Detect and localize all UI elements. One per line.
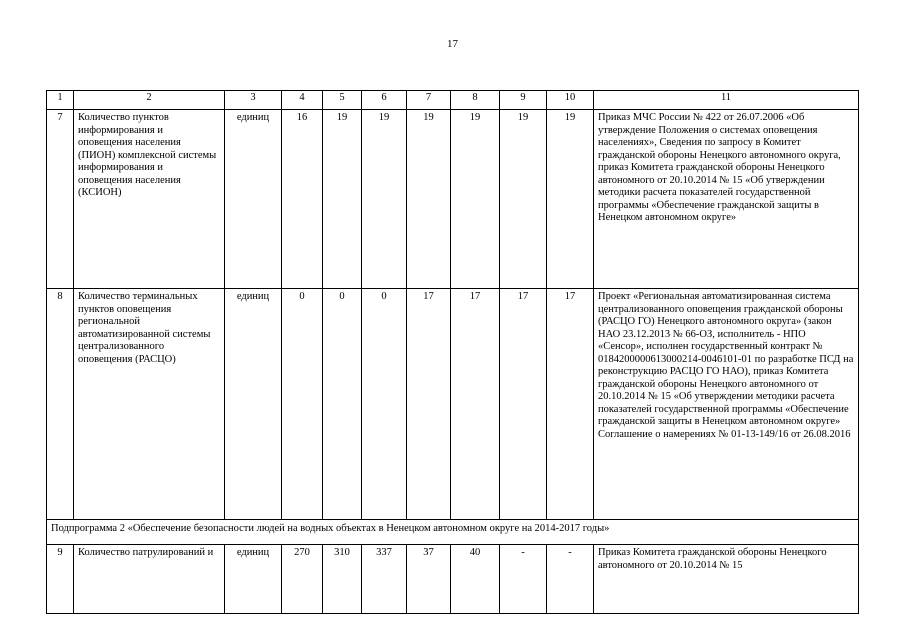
source-cell: Приказ МЧС России № 422 от 26.07.2006 «Об утверждение Положения о системах оповещения населениях», Сведения по запросу в Комитет гражданской обороны Ненецкого автономного округа, приказ Комитета гражданской обороны Ненецкого автономного от 20.10.2014 № 15 «Об утверждении методики расчета показателей государственной программы «Обеспечение гражданской защиты в Ненецком автономном округе»	[594, 110, 859, 289]
unit-cell: единиц	[225, 545, 282, 614]
indicator-name: Количество пунктов информирования и оповещения населения (ПИОН) комплексной системы информирования и оповещения населения (КСИОН)	[74, 110, 225, 289]
row-number: 8	[47, 289, 74, 520]
indicator-name: Количество терминальных пунктов оповещения региональной автоматизированной системы централизованного оповещения (РАСЦО)	[74, 289, 225, 520]
value-cell: 19	[547, 110, 594, 289]
header-cell: 1	[47, 91, 74, 110]
value-cell: 16	[282, 110, 323, 289]
header-cell: 8	[451, 91, 500, 110]
value-cell: 19	[407, 110, 451, 289]
value-cell: 19	[451, 110, 500, 289]
value-cell: 270	[282, 545, 323, 614]
subprogram-title: Подпрограмма 2 «Обеспечение безопасности людей на водных объектах в Ненецком автономном округе на 2014-2017 годы»	[47, 520, 859, 545]
value-cell: 19	[323, 110, 362, 289]
header-cell: 10	[547, 91, 594, 110]
table-row	[47, 289, 859, 520]
value-cell: 17	[407, 289, 451, 520]
value-cell: -	[500, 545, 547, 614]
value-cell: 19	[362, 110, 407, 289]
value-cell: 0	[282, 289, 323, 520]
page-number: 17	[447, 38, 458, 50]
source-cell: Приказ Комитета гражданской обороны Ненецкого автономного от 20.10.2014 № 15	[594, 545, 859, 614]
value-cell: 0	[362, 289, 407, 520]
header-cell: 4	[282, 91, 323, 110]
header-cell: 3	[225, 91, 282, 110]
header-cell: 2	[74, 91, 225, 110]
header-cell: 7	[407, 91, 451, 110]
value-cell: 310	[323, 545, 362, 614]
table-row	[47, 545, 859, 614]
unit-cell: единиц	[225, 110, 282, 289]
source-cell: Проект «Региональная автоматизированная система централизованного оповещения гражданской обороны (РАСЦО ГО) Ненецкого автономного округа» (закон НАО 23.12.2013 № 66-ОЗ, исполнитель - НПО «Сенсор», исполнен государственный контракт № 0184200000613000214-0046101-01 по разработке ПСД на реконструкцию РАСЦО ГО НАО), приказ Комитета гражданской обороны Ненецкого автономного от 20.10.2014 № 15 «Об утверждении методики расчета показателей государственной программы «Обеспечение гражданской защиты в Ненецком автономном округе» Соглашение о намерениях № 01-13-149/16 от 26.08.2016	[594, 289, 859, 520]
header-cell: 11	[594, 91, 859, 110]
value-cell: 17	[451, 289, 500, 520]
indicator-name: Количество патрулирований и	[74, 545, 225, 614]
header-row	[47, 91, 859, 110]
value-cell: 40	[451, 545, 500, 614]
value-cell: 17	[547, 289, 594, 520]
value-cell: 19	[500, 110, 547, 289]
header-cell: 9	[500, 91, 547, 110]
header-cell: 5	[323, 91, 362, 110]
value-cell: 37	[407, 545, 451, 614]
row-number: 7	[47, 110, 74, 289]
header-cell: 6	[362, 91, 407, 110]
value-cell: 0	[323, 289, 362, 520]
subprogram-row	[47, 520, 859, 545]
indicators-table	[46, 90, 859, 614]
unit-cell: единиц	[225, 289, 282, 520]
value-cell: 337	[362, 545, 407, 614]
table-row	[47, 110, 859, 289]
value-cell: 17	[500, 289, 547, 520]
row-number: 9	[47, 545, 74, 614]
value-cell: -	[547, 545, 594, 614]
